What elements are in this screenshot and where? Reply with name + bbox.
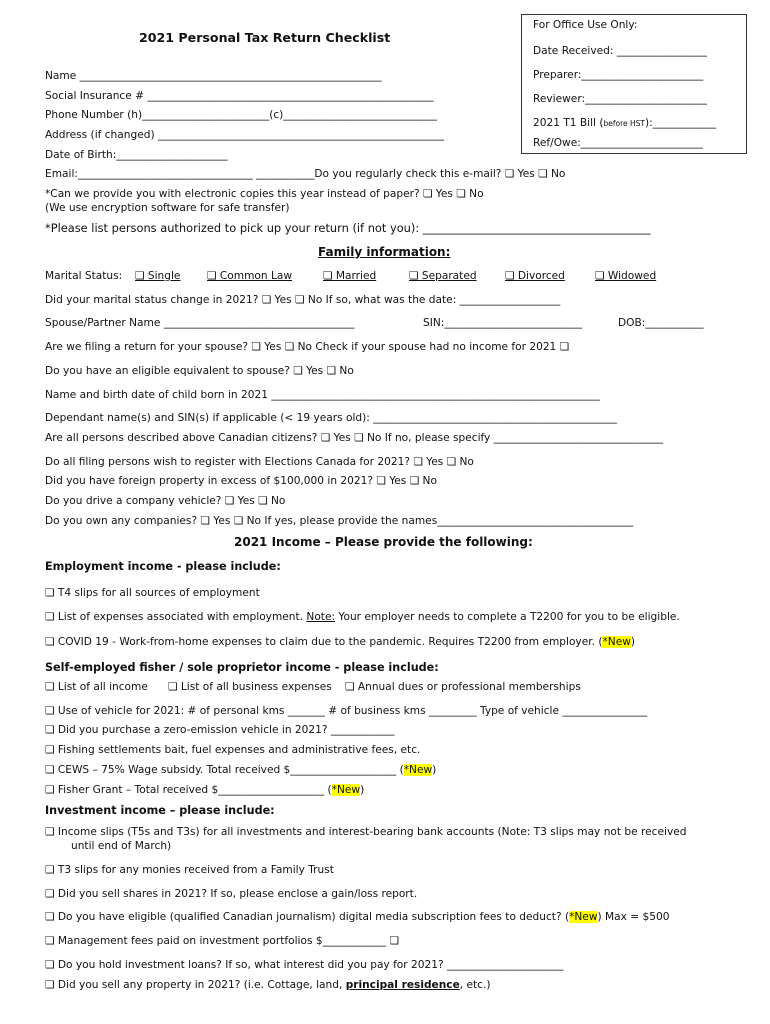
page-title: 2021 Personal Tax Return Checklist — [139, 30, 391, 45]
new-badge: *New — [569, 911, 598, 923]
marital-status-label: Marital Status: — [45, 270, 123, 282]
child-born-field[interactable]: Name and birth date of child born in 2021 ______________________________________________________________ — [45, 389, 600, 401]
family-heading: Family information: — [318, 245, 451, 259]
electronic-copies-question[interactable]: *Can we provide you with electronic copies this year instead of paper? ❏ Yes ❏ No — [45, 188, 484, 200]
date-received-field[interactable]: Date Received: _________________ — [533, 45, 707, 57]
sell-property-item[interactable]: ❏ Did you sell any property in 2021? (i.e. Cottage, land, principal residence, etc.) — [45, 979, 491, 991]
authorized-pickup-field[interactable]: *Please list persons authorized to pick up your return (if not you): ________________________________________ — [45, 221, 651, 235]
elections-question[interactable]: Do all filing persons wish to register with Elections Canada for 2021? ❏ Yes ❏ No — [45, 456, 474, 468]
income-heading: 2021 Income – Please provide the following: — [234, 535, 533, 549]
citizens-question[interactable]: Are all persons described above Canadian citizens? ❏ Yes ❏ No If no, please specify ________________________________ — [45, 432, 664, 444]
all-income-item[interactable]: ❏ List of all income — [45, 681, 148, 693]
new-badge: *New — [403, 764, 433, 776]
employment-heading: Employment income - please include: — [45, 560, 281, 573]
email-field[interactable]: Email:_________________________________ ___________Do you regularly check this e-mail? ❏ Yes ❏ No — [45, 168, 566, 180]
dob-field[interactable]: Date of Birth:_____________________ — [45, 149, 228, 161]
ref-owe-field[interactable]: Ref/Owe:_______________________ — [533, 137, 703, 149]
cews-item[interactable]: ❏ CEWS – 75% Wage subsidy. Total received $____________________ (*New) — [45, 764, 437, 776]
office-use-box — [521, 14, 747, 154]
dependants-field[interactable]: Dependant name(s) and SIN(s) if applicable (< 19 years old): ______________________________________________ — [45, 412, 617, 424]
employment-expenses-item[interactable]: ❏ List of expenses associated with employment. Note: Your employer needs to complete a T2200 for you to be eligible. — [45, 611, 680, 623]
t3-trust-item[interactable]: ❏ T3 slips for any monies received from a Family Trust — [45, 864, 334, 876]
spouse-sin-field[interactable]: SIN:__________________________ — [423, 317, 583, 329]
zero-emission-item[interactable]: ❏ Did you purchase a zero-emission vehicle in 2021? ____________ — [45, 724, 395, 736]
eligible-equivalent-question[interactable]: Do you have an eligible equivalent to spouse? ❏ Yes ❏ No — [45, 365, 354, 377]
business-expenses-item[interactable]: ❏ List of all business expenses — [168, 681, 332, 693]
sell-shares-item[interactable]: ❏ Did you sell shares in 2021? If so, please enclose a gain/loss report. — [45, 888, 418, 900]
reviewer-field[interactable]: Reviewer:_______________________ — [533, 93, 707, 105]
fisher-grant-item[interactable]: ❏ Fisher Grant – Total received $____________________ (*New) — [45, 784, 365, 796]
own-companies-question[interactable]: Do you own any companies? ❏ Yes ❏ No If yes, please provide the names_____________________________________ — [45, 515, 634, 527]
new-badge: *New — [331, 784, 361, 796]
marital-option-single[interactable]: ❏ Single — [135, 270, 181, 282]
income-slips-continued: until end of March) — [71, 840, 172, 852]
management-fees-item[interactable]: ❏ Management fees paid on investment portfolios $____________ ❏ — [45, 935, 400, 947]
foreign-property-question[interactable]: Did you have foreign property in excess of $100,000 in 2021? ❏ Yes ❏ No — [45, 475, 437, 487]
marital-option-married[interactable]: ❏ Married — [323, 270, 377, 282]
marital-option-separated[interactable]: ❏ Separated — [409, 270, 477, 282]
sin-field[interactable]: Social Insurance # ______________________________________________________ — [45, 90, 434, 102]
investment-heading: Investment income – please include: — [45, 804, 275, 817]
name-field[interactable]: Name _________________________________________________________ — [45, 70, 382, 82]
marital-option-divorced[interactable]: ❏ Divorced — [505, 270, 565, 282]
spouse-name-field[interactable]: Spouse/Partner Name ____________________________________ — [45, 317, 355, 329]
company-vehicle-question[interactable]: Do you drive a company vehicle? ❏ Yes ❏ No — [45, 495, 286, 507]
marital-option-widowed[interactable]: ❏ Widowed — [595, 270, 657, 282]
annual-dues-item[interactable]: ❏ Annual dues or professional memberships — [345, 681, 581, 693]
spouse-return-question[interactable]: Are we filing a return for your spouse? ❏ Yes ❏ No Check if your spouse had no income for 2021 ❏ — [45, 341, 570, 353]
income-slips-item[interactable]: ❏ Income slips (T5s and T3s) for all investments and interest-bearing bank accounts (Note: T3 slips may not be received — [45, 826, 687, 838]
t1-bill-field[interactable]: 2021 T1 Bill (before HST):____________ — [533, 117, 717, 129]
digital-media-item[interactable]: ❏ Do you have eligible (qualified Canadian journalism) digital media subscription fees to deduct? (*New) Max = $500 — [45, 911, 670, 923]
status-change-question[interactable]: Did your marital status change in 2021? ❏ Yes ❏ No If so, what was the date: ___________________ — [45, 294, 561, 306]
office-heading: For Office Use Only: — [533, 19, 638, 31]
marital-option-common-law[interactable]: ❏ Common Law — [207, 270, 293, 282]
new-badge: *New — [602, 636, 631, 648]
preparer-field[interactable]: Preparer:_______________________ — [533, 69, 704, 81]
encryption-note: (We use encryption software for safe transfer) — [45, 202, 290, 214]
fishing-settlements-item[interactable]: ❏ Fishing settlements bait, fuel expenses and administrative fees, etc. — [45, 744, 421, 756]
investment-loans-item[interactable]: ❏ Do you hold investment loans? If so, what interest did you pay for 2021? ______________________ — [45, 959, 564, 971]
t4-checkbox-item[interactable]: ❏ T4 slips for all sources of employment — [45, 587, 260, 599]
vehicle-use-item[interactable]: ❏ Use of vehicle for 2021: # of personal kms _______ # of business kms _________ Type of vehicle ________________ — [45, 705, 648, 717]
self-employed-heading: Self-employed fisher / sole proprietor income - please include: — [45, 661, 439, 674]
covid-expenses-item[interactable]: ❏ COVID 19 - Work-from-home expenses to claim due to the pandemic. Requires T2200 from employer. (*New) — [45, 636, 636, 648]
spouse-dob-field[interactable]: DOB:___________ — [618, 317, 704, 329]
phone-field[interactable]: Phone Number (h)________________________(c)_____________________________ — [45, 109, 437, 121]
address-field[interactable]: Address (if changed) ______________________________________________________ — [45, 129, 444, 141]
